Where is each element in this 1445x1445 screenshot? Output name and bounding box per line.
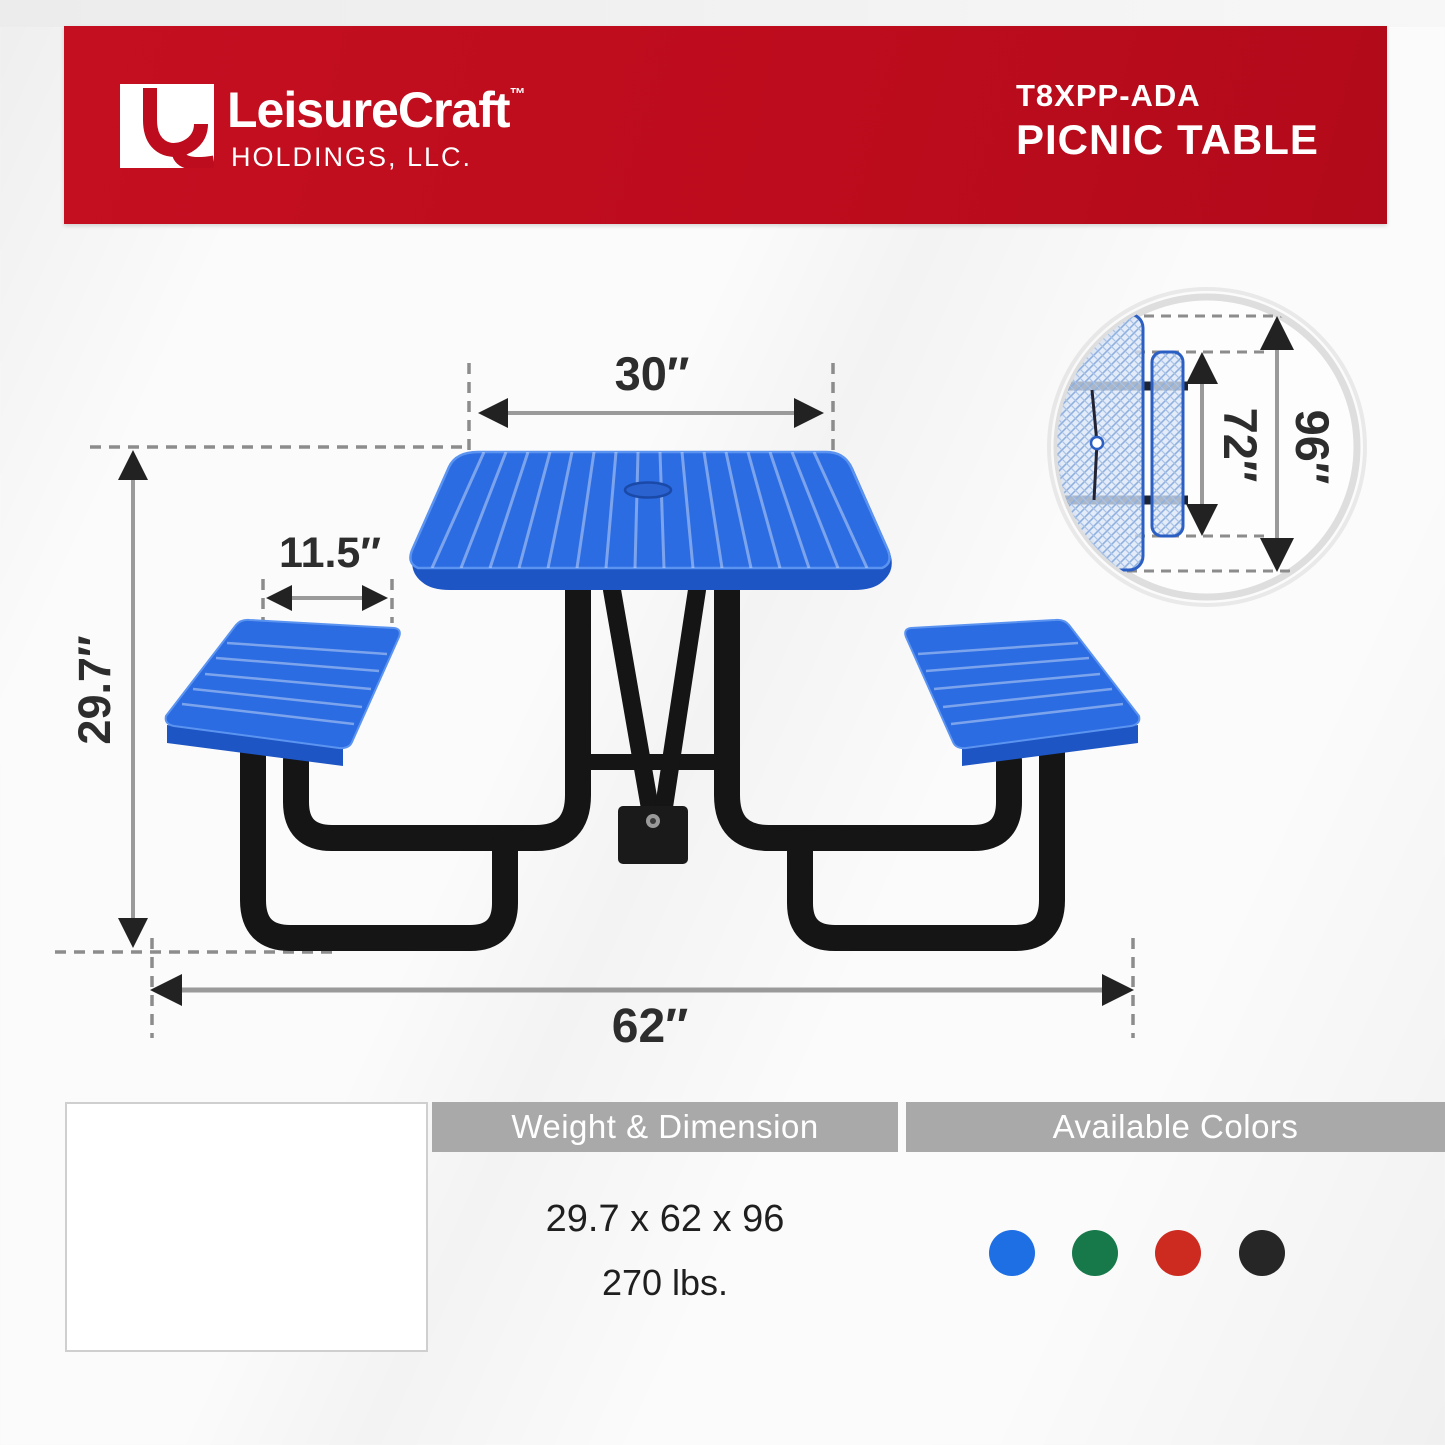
frame-bolt-center [650,818,656,824]
inset-umbrella-hole [1091,437,1103,449]
brand-text: LeisureCraft [227,82,510,138]
swatch-red [1155,1230,1201,1276]
brand-subtitle: HOLDINGS, LLC. [231,142,473,172]
weight-dimension-header [432,1102,898,1152]
swatch-blue [989,1230,1035,1276]
available-colors-header [906,1102,1445,1152]
dim-bench-width [266,529,388,611]
umbrella-hole [625,483,671,498]
label-96in: 96″ [1286,409,1339,485]
top-view-inset [1034,289,1365,605]
dim-height [69,450,148,948]
left-bench [166,620,400,766]
label-11-5in: 11.5″ [279,529,381,577]
swatch-black [1239,1230,1285,1276]
right-bench [905,620,1139,766]
model-number: T8XPP-ADA [1016,78,1201,113]
table-top [410,452,891,590]
weight-value: 270 lbs. [601,1262,729,1303]
color-swatches [960,1212,1445,1294]
product-title: PICNIC TABLE [1016,116,1319,163]
dim-table-top-width [478,347,824,428]
dim-overall-width [150,974,1134,1053]
label-30in: 30″ [614,347,690,400]
weight-dimension-header-label: Weight & Dimension [511,1108,819,1145]
label-72in: 72″ [1214,407,1267,483]
label-62in: 62″ [611,1000,689,1053]
available-colors-header-label: Available Colors [1052,1108,1299,1145]
label-29-7in: 29.7″ [69,635,120,745]
brand-trademark: ™ [509,86,525,103]
dimensions-value: 29.7 x 62 x 96 [545,1198,785,1240]
swatch-green [1072,1230,1118,1276]
thumbnail-card [65,1102,428,1352]
inset-bench-top-view [1152,352,1183,536]
